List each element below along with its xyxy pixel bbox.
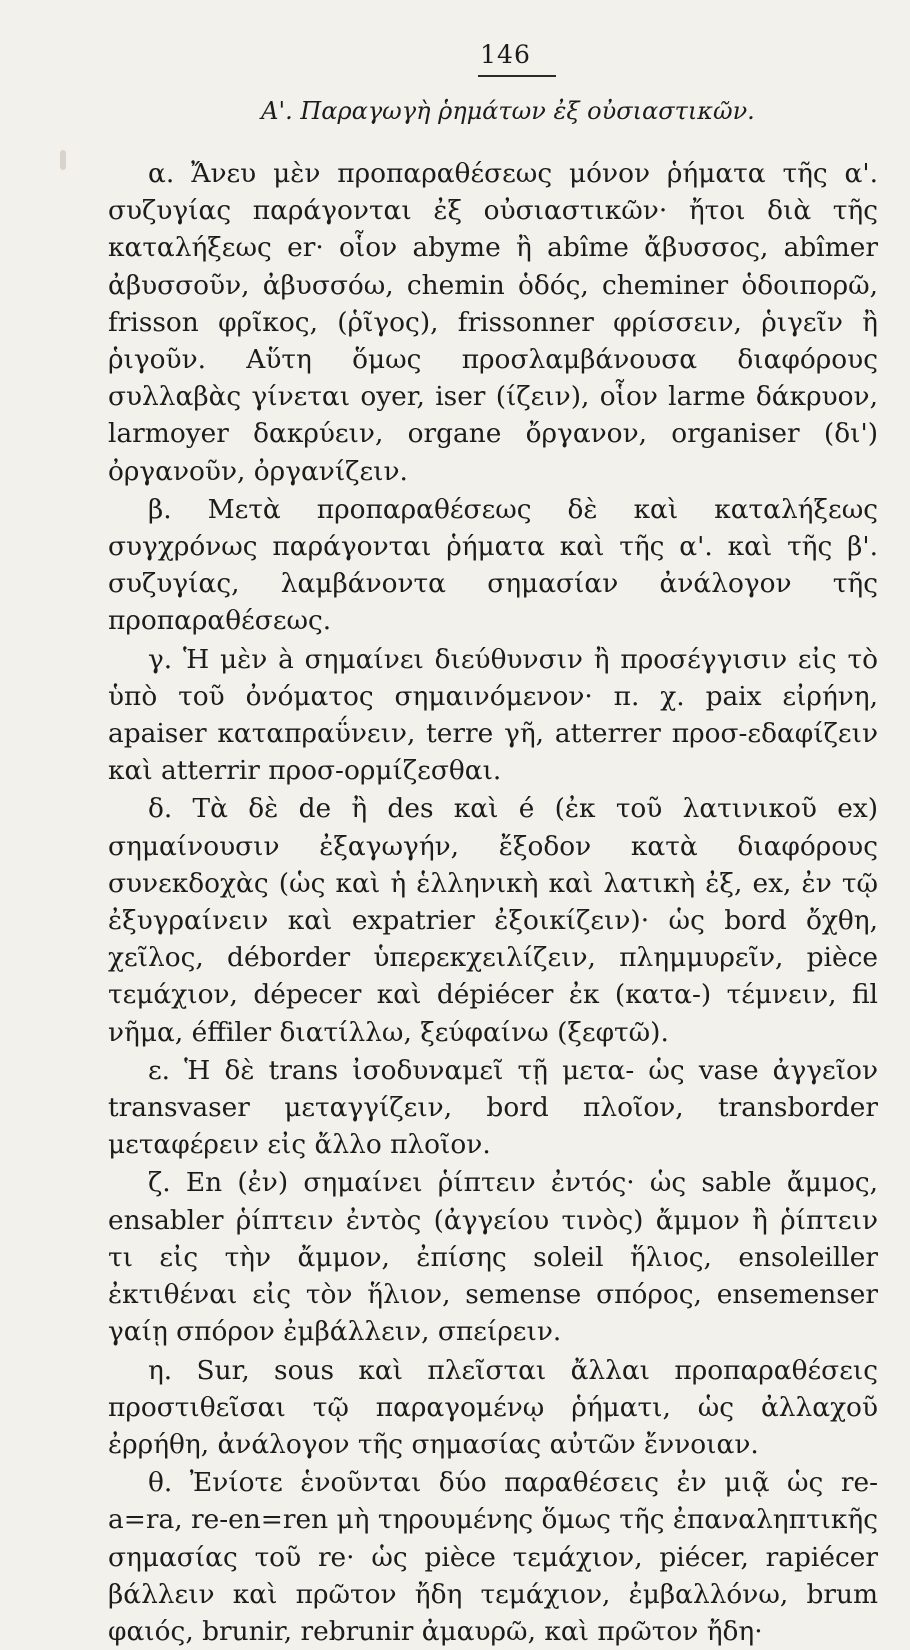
paper-smudge (60, 150, 66, 170)
paragraph-alpha: α. Ἄνευ μὲν προπαραθέσεως μόνον ῥήματα τῆς α'. συζυγίας παράγονται ἐξ οὐσιαστικῶν· ἤτοι διὰ τῆς καταλήξεως er· οἷον abyme ἢ abîme ἄβυσσος, abîmer ἀβυσσοῦν, ἀβυσσόω, chemin ὁδός, cheminer ὁδοιπορῶ, frisson φρῖκος, (ῥῖγος), frissonner φρίσσειν, ῥιγεῖν ἢ ῥιγοῦν. Αὕτη ὅμως προσλαμβάνουσα διαφόρους συλλαβὰς γίνεται oyer, iser (ίζειν), οἷον larme δάκρυον, larmoyer δακρύειν, organe ὄργανον, organiser (δι') ὀργανοῦν, ὀργανίζειν. (108, 158, 878, 487)
paragraph-beta: β. Μετὰ προπαραθέσεως δὲ καὶ καταλήξεως συγχρόνως παράγονται ῥήματα καὶ τῆς α'. καὶ τῆς β'. συζυγίας, λαμβάνοντα σημασίαν ἀνάλογον τῆς προπαραθέσεως. (108, 493, 878, 637)
paragraph-epsilon: ε. Ἡ δὲ trans ἰσοδυναμεῖ τῇ μετα- ὡς vase ἀγγεῖον transvaser μεταγγίζειν, bord πλοῖον, transborder μεταφέρειν εἰς ἄλλο πλοῖον. (108, 1054, 878, 1161)
paragraph-delta: δ. Τὰ δὲ de ἢ des καὶ é (ἐκ τοῦ λατινικοῦ ex) σημαίνουσιν ἐξαγωγήν, ἔξοδον κατὰ διαφόρους συνεκδοχὰς (ὡς καὶ ἡ ἑλληνικὴ καὶ λατικὴ ἐξ, ex, ἐν τῷ ἐξυγραίνειν καὶ expatrier ἐξοικίζειν)· ὡς bord ὄχθη, χεῖλος, déborder ὑπερεκχειλίζειν, πλημμυρεῖν, pièce τεμάχιον, dépecer καὶ dépiécer ἐκ (κατα-) τέμνειν, fil νῆμα, éffiler διατίλλω, ξεύφαίνω (ξεφτῶ). (108, 793, 878, 1048)
paragraph-zeta: ζ. En (ἐν) σημαίνει ῥίπτειν ἐντός· ὡς sable ἄμμος, ensabler ῥίπτειν ἐντὸς (ἀγγείου τινὸς) ἄμμον ἢ ῥίπτειν τι εἰς τὴν ἄμμον, ἐπίσης soleil ἥλιος, ensoleiller ἐκτιθέναι εἰς τὸν ἥλιον, semense σπόρος, ensemenser γαίῃ σπόρον ἐμβάλλειν, σπείρειν. (108, 1167, 878, 1348)
section-heading: Α'. Παραγωγὴ ῥημάτων ἐξ οὐσιαστικῶν. (261, 97, 755, 125)
page-number: 146 (480, 40, 531, 69)
paragraph-gamma: γ. Ἡ μὲν à σημαίνει διεύθυνσιν ἢ προσέγγισιν εἰς τὸ ὑπὸ τοῦ ὀνόματος σημαινόμενον· π. χ. paix εἰρήνη, apaiser καταπραΰνειν, terre γῆ, atterrer προσ-εδαφίζειν καὶ atterrir προσ-ορμίζεσθαι. (108, 643, 878, 787)
page-number-underline (478, 75, 556, 77)
paragraph-theta: θ. Ἐνίοτε ἑνοῦνται δύο παραθέσεις ἐν μιᾷ ὡς re-a=ra, re-en=ren μὴ τηρουμένης ὅμως τῆς ἐπαναληπτικῆς σημασίας τοῦ re· ὡς pièce τεμάχιον, piécer, rapiécer βάλλειν καὶ πρῶτον ἤδη τεμάχιον, ἐμβαλλόνω, brum φαιός, brunir, rebrunir ἀμαυρῶ, καὶ πρῶτον ἤδη· (108, 1467, 878, 1647)
paragraph-eta: η. Sur, sous καὶ πλεῖσται ἄλλαι προπαραθέσεις προστιθεῖσαι τῷ παραγομένῳ ῥήματι, ὡς ἀλλαχοῦ ἐρρήθη, ἀνάλογον τῆς σημασίας αὐτῶν ἔννοιαν. (108, 1354, 878, 1460)
